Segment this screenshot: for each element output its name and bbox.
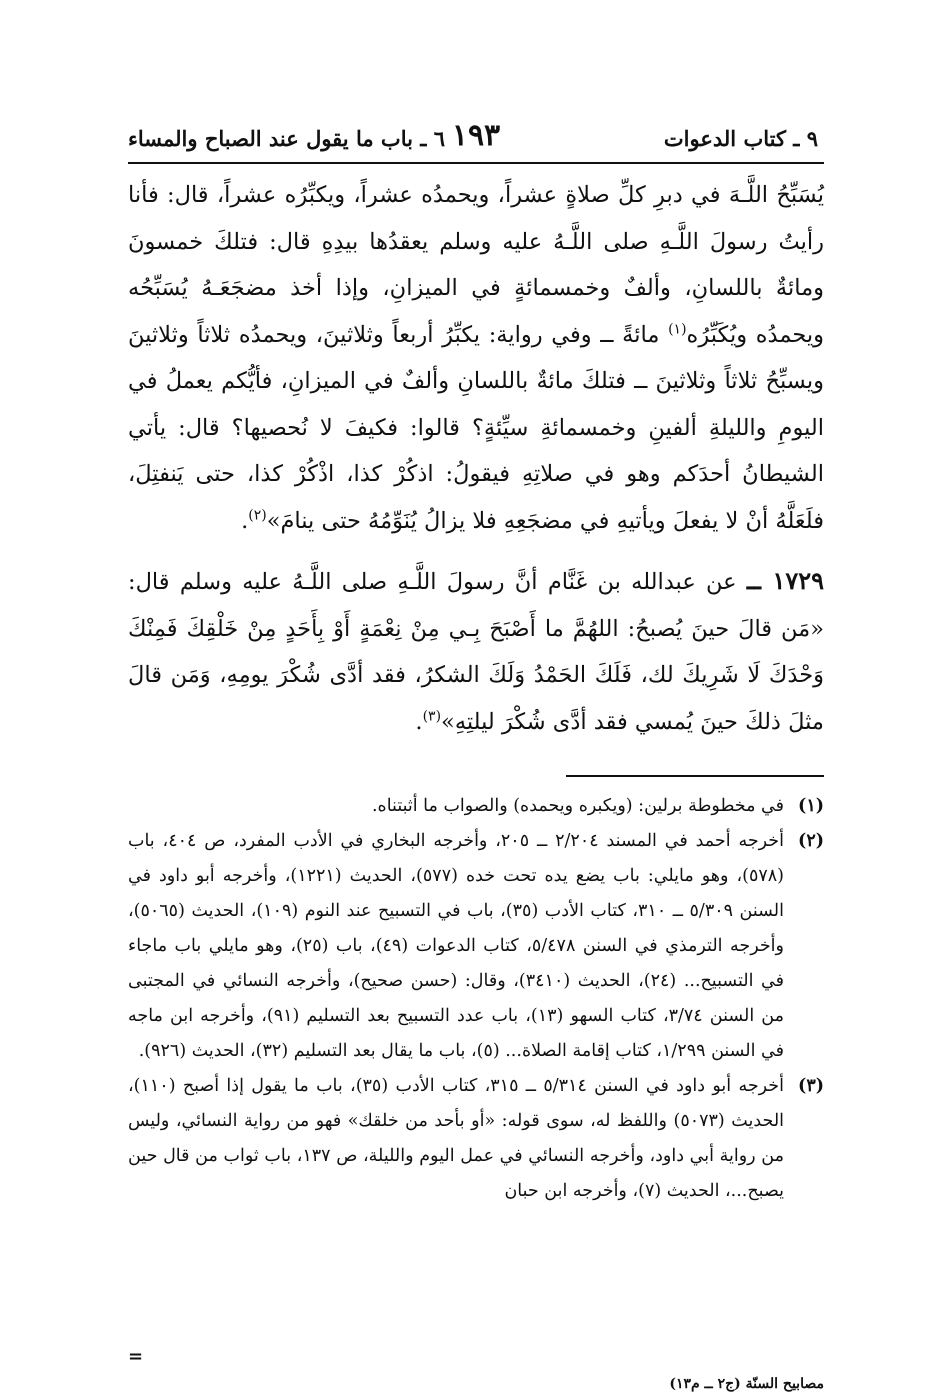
signature-line: مصابيح السنّة (ج٢ ــ م١٣) bbox=[669, 1376, 824, 1392]
footnote-ref-3: (٣) bbox=[422, 708, 442, 724]
continuation-mark: = bbox=[128, 1346, 144, 1367]
header-rule bbox=[128, 162, 824, 164]
footnotes bbox=[128, 789, 824, 1209]
footnote-item bbox=[128, 1069, 824, 1209]
chapter-title: ٦ ـ باب ما يقول عند الصباح والمساء bbox=[128, 126, 445, 151]
footnote-text: أخرجه أحمد في المسند ٢/٢٠٤ ــ ٢٠٥، وأخرجه البخاري في الأدب المفرد، ص ٤٠٤، باب (٥٧٨)، وهو مايلي: باب يضع يده تحت خده (٥٧٧)، الحديث (١٢٢١)، وأخرجه أبو داود في السنن ٥/٣٠٩ ــ ٣١٠، كتاب الأدب (٣٥)، باب في التسبيح عند النوم (١٠٩)، الحديث (٥٠٦٥)، وأخرجه الترمذي في السنن ٥/٤٧٨، كتاب الدعوات (٤٩)، باب (٢٥)، وهو مايلي باب ماجاء في التسبيح... (٢٤)، الحديث (٣٤١٠)، وقال: (حسن صحيح)، وأخرجه النسائي في المجتبى من السنن ٣/٧٤، كتاب السهو (١٣)، باب عدد التسبيح بعد التسليم (٩١)، وأخرجه ابن ماجه في السنن ١/٢٩٩، كتاب إقامة الصلاة... (٥)، باب ما يقال بعد التسليم (٣٢)، الحديث (٩٢٦). bbox=[128, 831, 785, 1061]
page-number: ١٩٣ bbox=[451, 118, 501, 153]
footnote-item bbox=[128, 789, 824, 824]
hadith-1729-text: عن عبدالله بن غَنَّام أنَّ رسولَ اللَّـهِ صلى اللَّـهُ عليه وسلم قال: «مَن قالَ حينَ يُصبحُ: اللهُمَّ ما أَصْبَحَ بِـي مِنْ نِعْمَةٍ أَوْ بِأَحَدٍ مِنْ خَلْقِكَ فَمِنْكَ وَحْدَكَ لَا شَرِيكَ لك، فَلَكَ الحَمْدُ وَلَكَ الشكرُ، فقد أدَّى شُكْرَ يومِهِ، وَمَن قالَ مثلَ ذلكَ حينَ يُمسي فقد أدَّى شُكْرَ ليلتِهِ» bbox=[128, 569, 824, 735]
hadith-1729: ١٧٢٩ ــ عن عبدالله بن غَنَّام أنَّ رسولَ اللَّـهِ صلى اللَّـهُ عليه وسلم قال: «مَن قالَ حينَ يُصبحُ: اللهُمَّ ما أَصْبَحَ بِـي مِنْ نِعْمَةٍ أَوْ بِأَحَدٍ مِنْ خَلْقِكَ فَمِنْكَ وَحْدَكَ لَا شَرِيكَ لك، فَلَكَ الحَمْدُ وَلَكَ الشكرُ، فقد أدَّى شُكْرَ يومِهِ، وَمَن قالَ مثلَ ذلكَ حينَ يُمسي فقد أدَّى شُكْرَ ليلتِهِ»$^{(٣)}$. bbox=[128, 566, 824, 735]
footnote-text: في مخطوطة برلين: (ويكبره ويحمده) والصواب ما أثبتناه. bbox=[371, 796, 784, 816]
page-header bbox=[128, 118, 824, 162]
book-page bbox=[128, 118, 824, 1392]
hadith-number: ١٧٢٩ ــ bbox=[746, 566, 824, 595]
footnote-ref-2: (٢) bbox=[248, 507, 267, 523]
footnote-mark: (٢) bbox=[798, 831, 824, 851]
hadith-1728-text: يُسَبِّحُ اللَّـهَ في دبرِ كلِّ صلاةٍ عشراً، ويحمدُه عشراً، ويكبِّرُه عشراً، قال: فأنا رأيتُ رسولَ اللَّـهِ صلى اللَّـهُ عليه وسلم يعقدُها بيدِهِ قال: فتلكَ خمسونَ ومائةٌ باللسانِ، وألفٌ وخمسمائةٍ في الميزانِ، وإذا أخذ مضجَعَـهُ يُسَبِّحُه ويحمدُه ويُكَبِّرُه bbox=[128, 182, 824, 348]
footnote-ref-1: (١) bbox=[668, 321, 687, 337]
hadith-1728-continuation: يُسَبِّحُ اللَّـهَ في دبرِ كلِّ صلاةٍ عشراً، ويحمدُه عشراً، ويكبِّرُه عشراً، قال: فأنا رأيتُ رسولَ اللَّـهِ صلى اللَّـهُ عليه وسلم يعقدُها بيدِهِ قال: فتلكَ خمسونَ ومائةٌ باللسانِ، وألفٌ وخمسمائةٍ في الميزانِ، وإذا أخذ مضجَعَـهُ يُسَبِّحُه ويحمدُه ويُكَبِّرُه$^{(١)}$ مائةً ــ وفي رواية: يكبِّرُ أربعاً وثلاثينَ، ويحمدُه ثلاثاً وثلاثينَ ويسبِّحُ ثلاثاً وثلاثينَ ــ فتلكَ مائةٌ باللسانِ وألفٌ في الميزانِ، فأيُّكم يعملُ في اليومِ والليلةِ ألفينِ وخمسمائةِ سيِّئةٍ؟ قالوا: فكيفَ لا نُحصيها؟ قال: يأتي الشيطانُ أحدَكم وهو في صلاتِهِ فيقولُ: اذكُرْ كذا، اذْكُرْ كذا، حتى يَنفتِلَ، فلَعَلَّهُ أنْ لا يفعلَ ويأتيهِ في مضجَعِهِ فلا يزالُ يُنَوِّمُهُ حتى ينامَ»$^{(٢)}$. bbox=[128, 182, 824, 534]
footnote-mark: (٣) bbox=[798, 1076, 824, 1096]
hadith-1728-text-b: مائةً ــ وفي رواية: يكبِّرُ أربعاً وثلاثينَ، ويحمدُه ثلاثاً وثلاثينَ ويسبِّحُ ثلاثاً وثلاثينَ ــ فتلكَ مائةٌ باللسانِ وألفٌ في الميزانِ، فأيُّكم يعملُ في اليومِ والليلةِ ألفينِ وخمسمائةِ سيِّئةٍ؟ قالوا: فكيفَ لا نُحصيها؟ قال: يأتي الشيطانُ أحدَكم وهو في صلاتِهِ فيقولُ: اذكُرْ كذا، اذْكُرْ كذا، حتى يَنفتِلَ، فلَعَلَّهُ أنْ لا يفعلَ ويأتيهِ في مضجَعِهِ فلا يزالُ يُنَوِّمُهُ حتى ينامَ» bbox=[128, 321, 824, 534]
footnote-item bbox=[128, 824, 824, 1069]
book-title: ٩ ـ كتاب الدعوات bbox=[663, 126, 818, 151]
footnote-mark: (١) bbox=[798, 796, 824, 816]
footnote-text: أخرجه أبو داود في السنن ٥/٣١٤ ــ ٣١٥، كتاب الأدب (٣٥)، باب ما يقول إذا أصبح (١١٠)، الحديث (٥٠٧٣) واللفظ له، سوى قوله: «أو بأحد من خلقك» فهو من رواية النسائي، وليس من رواية أبي داود، وأخرجه النسائي في عمل اليوم والليلة، ص ١٣٧، باب ثواب من قال حين يصبح...، الحديث (٧)، وأخرجه ابن حبان bbox=[128, 1076, 785, 1201]
footnote-separator bbox=[566, 775, 824, 777]
